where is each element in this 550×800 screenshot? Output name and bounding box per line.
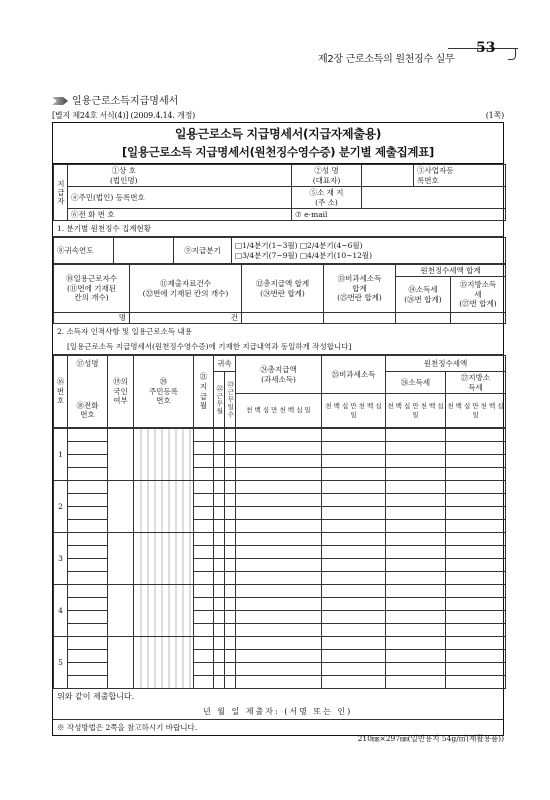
- cell-work-days[interactable]: [225, 598, 236, 611]
- cell-income-tax[interactable]: [386, 455, 446, 468]
- cell-work-month[interactable]: [214, 624, 225, 637]
- digits-nontax: 천 백 십 만 천 백 십 일: [322, 394, 386, 428]
- field-nontax[interactable]: [324, 313, 396, 324]
- cell-pay-month[interactable]: [194, 676, 214, 689]
- cell-income-tax[interactable]: [386, 429, 446, 442]
- instruction-note: ※ 작성방법은 2쪽을 참고하시기 바랍니다.: [53, 719, 503, 735]
- cell-pay-month[interactable]: [194, 611, 214, 624]
- col-income-tax: ㉖소득세: [386, 372, 446, 394]
- cell-nontax[interactable]: [322, 650, 386, 663]
- cell-pay-month[interactable]: [194, 494, 214, 507]
- cell-local-tax[interactable]: [446, 598, 506, 611]
- cell-income-tax[interactable]: [386, 598, 446, 611]
- cell-income-tax[interactable]: [386, 442, 446, 455]
- cell-nontax[interactable]: [322, 468, 386, 481]
- table-row: [54, 533, 506, 546]
- cell-work-month[interactable]: [214, 585, 225, 598]
- cell-pay-month[interactable]: [194, 520, 214, 533]
- field-company[interactable]: [180, 165, 292, 187]
- field-address[interactable]: [362, 187, 506, 209]
- cell-local-tax[interactable]: [446, 637, 506, 650]
- cell-resident-no[interactable]: [134, 481, 194, 533]
- cell-name[interactable]: [68, 468, 108, 481]
- cell-resident-no[interactable]: [134, 533, 194, 585]
- cell-name[interactable]: [68, 429, 108, 442]
- cell-income-tax[interactable]: [386, 481, 446, 494]
- table-row: [54, 481, 506, 494]
- cell-total-pay[interactable]: [236, 429, 322, 442]
- cell-work-month[interactable]: [214, 533, 225, 546]
- cell-nontax[interactable]: [322, 520, 386, 533]
- cell-name[interactable]: [68, 494, 108, 507]
- cell-local-tax[interactable]: [446, 572, 506, 585]
- col-local-tax: ㉗지방소 득세: [446, 372, 506, 394]
- field-regno[interactable]: [180, 187, 292, 209]
- cell-nontax[interactable]: [322, 494, 386, 507]
- cell-work-month[interactable]: [214, 637, 225, 650]
- form-subtitle: [일용근로소득 지급명세서(원천징수영수증) 분기별 제출집계표]: [53, 142, 503, 164]
- cell-pay-month[interactable]: [194, 468, 214, 481]
- cell-work-month[interactable]: [214, 494, 225, 507]
- col-number: ⑯ 번 호: [54, 356, 68, 428]
- cell-work-days[interactable]: [225, 637, 236, 650]
- table-row: [54, 429, 506, 442]
- cell-work-days[interactable]: [225, 455, 236, 468]
- cell-name[interactable]: [68, 663, 108, 676]
- submit-statement: 위와 같이 제출합니다.: [57, 692, 135, 701]
- cell-work-month[interactable]: [214, 455, 225, 468]
- cell-work-days[interactable]: [225, 559, 236, 572]
- cell-name[interactable]: [68, 637, 108, 650]
- label-local-tax: ⑮지방소득 세 (㉗번 합계): [451, 277, 506, 313]
- quarter-3-checkbox[interactable]: □3/4분기(7~9월): [235, 250, 298, 260]
- cell-nontax[interactable]: [322, 572, 386, 585]
- col-total-pay: ㉔총지급액 (과세소득): [236, 356, 322, 394]
- cell-total-pay[interactable]: [236, 442, 322, 455]
- cell-pay-month[interactable]: [194, 598, 214, 611]
- cell-work-days[interactable]: [225, 611, 236, 624]
- cell-work-days[interactable]: [225, 676, 236, 689]
- cell-name[interactable]: [68, 585, 108, 598]
- cell-nontax[interactable]: [322, 559, 386, 572]
- page-number: 53: [476, 40, 496, 56]
- label-year: ⑧귀속연도: [54, 238, 114, 264]
- cell-resident-no[interactable]: [134, 429, 194, 481]
- label-workers: ⑩일용근로자수 (⑪번에 기재된 칸의 개수): [54, 265, 130, 313]
- cell-pay-month[interactable]: [194, 507, 214, 520]
- summary-table: [53, 264, 506, 324]
- cell-local-tax[interactable]: [446, 650, 506, 663]
- form-number: [별지 제24호 서식(4)] (2009.4.14. 개정): [52, 111, 196, 120]
- cell-income-tax[interactable]: [386, 624, 446, 637]
- cell-income-tax[interactable]: [386, 520, 446, 533]
- detail-rows: [53, 428, 506, 689]
- cell-name[interactable]: [68, 676, 108, 689]
- col-foreigner: ⑲의 국인 여부: [108, 356, 134, 428]
- cell-work-month[interactable]: [214, 676, 225, 689]
- cell-nontax[interactable]: [322, 429, 386, 442]
- cell-total-pay[interactable]: [236, 520, 322, 533]
- cell-total-pay[interactable]: [236, 572, 322, 585]
- cell-nontax[interactable]: [322, 676, 386, 689]
- cell-foreigner[interactable]: [108, 533, 134, 585]
- quarter-1-checkbox[interactable]: □1/4분기(1~3월): [235, 240, 298, 250]
- cell-work-month[interactable]: [214, 520, 225, 533]
- chapter-title: 제2장 근로소득의 원천징수 실무: [318, 54, 455, 65]
- cell-income-tax[interactable]: [386, 650, 446, 663]
- digits-income-tax: 천 백 십 만 천 백 십 일: [386, 394, 446, 428]
- cell-name[interactable]: [68, 442, 108, 455]
- col-name: ⑰성명: [68, 356, 108, 372]
- cell-income-tax[interactable]: [386, 546, 446, 559]
- date-signature-line: 년 월 일 제출자: (서명 또는 인): [203, 707, 353, 716]
- row-number: 5: [54, 637, 68, 689]
- cell-work-month[interactable]: [214, 468, 225, 481]
- label-withholding-total: 원천징수세액 합계: [396, 265, 506, 277]
- cell-nontax[interactable]: [322, 442, 386, 455]
- cell-work-month[interactable]: [214, 546, 225, 559]
- cell-nontax[interactable]: [322, 546, 386, 559]
- cell-total-pay[interactable]: [236, 585, 322, 598]
- quarter-4-checkbox[interactable]: □4/4분기(10~12월): [299, 250, 373, 260]
- cell-resident-no[interactable]: [134, 585, 194, 637]
- col-withholding: 원천징수세액: [386, 356, 506, 372]
- cell-work-days[interactable]: [225, 481, 236, 494]
- cell-work-days[interactable]: [225, 520, 236, 533]
- cell-name[interactable]: [68, 533, 108, 546]
- digits-local-tax: 천 백 십 만 천 백 십 일: [446, 394, 506, 428]
- cell-work-month[interactable]: [214, 572, 225, 585]
- cell-name[interactable]: [68, 598, 108, 611]
- cell-income-tax[interactable]: [386, 663, 446, 676]
- cell-pay-month[interactable]: [194, 455, 214, 468]
- cell-local-tax[interactable]: [446, 494, 506, 507]
- cell-income-tax[interactable]: [386, 559, 446, 572]
- header-curl: [508, 48, 516, 60]
- paper-spec: 210㎜×297㎜(일반용지 54g/㎡(재활용품)): [357, 734, 504, 743]
- label-email: ⑦ e-mail: [292, 209, 506, 221]
- cell-work-month[interactable]: [214, 663, 225, 676]
- cell-local-tax[interactable]: [446, 559, 506, 572]
- field-income-tax[interactable]: [396, 313, 451, 324]
- cell-work-days[interactable]: [225, 468, 236, 481]
- cell-nontax[interactable]: [322, 533, 386, 546]
- quarter-table: [53, 237, 506, 264]
- cell-income-tax[interactable]: [386, 676, 446, 689]
- cell-pay-month[interactable]: [194, 650, 214, 663]
- cell-total-pay[interactable]: [236, 611, 322, 624]
- label-quarter: ⑨지급분기: [174, 238, 232, 264]
- cell-total-pay[interactable]: [236, 559, 322, 572]
- label-nontax: ⑬비과세소득 합계 (㉕번란 합계): [324, 265, 396, 313]
- label-phone: ⑥전 화 번 호: [68, 209, 180, 221]
- cell-work-days[interactable]: [225, 494, 236, 507]
- cell-name[interactable]: [68, 650, 108, 663]
- cell-foreigner[interactable]: [108, 481, 134, 533]
- cell-income-tax[interactable]: [386, 533, 446, 546]
- cell-total-pay[interactable]: [236, 663, 322, 676]
- arrow-bullet-icon: [52, 97, 68, 105]
- cell-work-days[interactable]: [225, 429, 236, 442]
- col-work-days: ㉓근무일수: [225, 372, 236, 428]
- cell-local-tax[interactable]: [446, 481, 506, 494]
- col-name-space: [68, 372, 108, 394]
- cell-name[interactable]: [68, 520, 108, 533]
- cell-nontax[interactable]: [322, 663, 386, 676]
- cell-total-pay[interactable]: [236, 481, 322, 494]
- cell-name[interactable]: [68, 572, 108, 585]
- cell-work-month[interactable]: [214, 650, 225, 663]
- cell-nontax[interactable]: [322, 481, 386, 494]
- row-number: 3: [54, 533, 68, 585]
- cell-work-month[interactable]: [214, 611, 225, 624]
- field-total-pay[interactable]: [242, 313, 324, 324]
- cell-foreigner[interactable]: [108, 637, 134, 689]
- detail-table: [53, 355, 506, 428]
- col-phone: ⑱전화 번호: [68, 394, 108, 428]
- col-nontax: ㉕비과세소득: [322, 356, 386, 394]
- cell-income-tax[interactable]: [386, 494, 446, 507]
- cell-work-days[interactable]: [225, 546, 236, 559]
- label-records: ⑪제출자료건수 (㉒번에 기재된 칸의 개수): [130, 265, 242, 313]
- cell-local-tax[interactable]: [446, 507, 506, 520]
- cell-total-pay[interactable]: [236, 637, 322, 650]
- cell-local-tax[interactable]: [446, 520, 506, 533]
- cell-nontax[interactable]: [322, 507, 386, 520]
- cell-total-pay[interactable]: [236, 650, 322, 663]
- cell-pay-month[interactable]: [194, 429, 214, 442]
- field-phone[interactable]: [180, 209, 292, 221]
- cell-nontax[interactable]: [322, 611, 386, 624]
- unit-count: 건: [130, 313, 242, 324]
- quarter-2-checkbox[interactable]: □2/4분기(4~6월): [299, 240, 363, 250]
- col-resident-no: ⑳ 주민등록 번호: [134, 356, 194, 428]
- col-pay-month: ㉑ 지 급 월: [194, 356, 214, 428]
- cell-pay-month[interactable]: [194, 663, 214, 676]
- section-1-heading: 1. 분기별 원천징수 집계현황: [53, 221, 503, 237]
- cell-pay-month[interactable]: [194, 637, 214, 650]
- cell-pay-month[interactable]: [194, 585, 214, 598]
- section-2-note: [일용근로소득 지급명세서(원천징수영수증)에 기재한 지급내역과 동일하게 작성합니다]: [53, 339, 503, 355]
- cell-total-pay[interactable]: [236, 507, 322, 520]
- row-number: 2: [54, 481, 68, 533]
- cell-work-days[interactable]: [225, 663, 236, 676]
- cell-name[interactable]: [68, 624, 108, 637]
- digits-total-pay: 천 백 십 만 천 백 십 일: [236, 394, 322, 428]
- cell-work-month[interactable]: [214, 507, 225, 520]
- cell-local-tax[interactable]: [446, 663, 506, 676]
- cell-name[interactable]: [68, 546, 108, 559]
- cell-pay-month[interactable]: [194, 442, 214, 455]
- col-attribution: 귀속: [214, 356, 236, 372]
- cell-total-pay[interactable]: [236, 455, 322, 468]
- cell-income-tax[interactable]: [386, 585, 446, 598]
- cell-pay-month[interactable]: [194, 559, 214, 572]
- cell-pay-month[interactable]: [194, 572, 214, 585]
- section-2-heading: 2. 소득자 인적사항 및 일용근로소득 내용: [57, 327, 192, 336]
- cell-local-tax[interactable]: [446, 585, 506, 598]
- sheet-number: (1쪽): [485, 111, 504, 120]
- field-local-tax[interactable]: [451, 313, 506, 324]
- cell-income-tax[interactable]: [386, 507, 446, 520]
- cell-work-days[interactable]: [225, 650, 236, 663]
- cell-work-days[interactable]: [225, 442, 236, 455]
- cell-income-tax[interactable]: [386, 572, 446, 585]
- cell-work-month[interactable]: [214, 481, 225, 494]
- cell-foreigner[interactable]: [108, 429, 134, 481]
- table-row: [54, 637, 506, 650]
- cell-work-month[interactable]: [214, 598, 225, 611]
- cell-income-tax[interactable]: [386, 611, 446, 624]
- cell-work-days[interactable]: [225, 533, 236, 546]
- label-address: ⑤소 재 지 (주 소): [292, 187, 362, 209]
- section-heading: [52, 92, 178, 107]
- cell-local-tax[interactable]: [446, 429, 506, 442]
- cell-nontax[interactable]: [322, 455, 386, 468]
- label-total-pay: ⑫총지급액 합계 (㉔번란 합계): [242, 265, 324, 313]
- cell-name[interactable]: [68, 559, 108, 572]
- cell-pay-month[interactable]: [194, 533, 214, 546]
- page-header: [318, 40, 518, 64]
- cell-local-tax[interactable]: [446, 624, 506, 637]
- cell-total-pay[interactable]: [236, 468, 322, 481]
- col-work-month: ㉒근무월: [214, 372, 225, 428]
- cell-name[interactable]: [68, 507, 108, 520]
- label-income-tax: ⑭소득세 (㉖번 합계): [396, 277, 451, 313]
- cell-nontax[interactable]: [322, 598, 386, 611]
- row-number: 4: [54, 585, 68, 637]
- cell-work-days[interactable]: [225, 585, 236, 598]
- cell-work-days[interactable]: [225, 624, 236, 637]
- cell-nontax[interactable]: [322, 585, 386, 598]
- payer-label: 지급자: [54, 165, 68, 221]
- cell-nontax[interactable]: [322, 637, 386, 650]
- cell-total-pay[interactable]: [236, 676, 322, 689]
- quarter-options: [232, 238, 506, 264]
- cell-local-tax[interactable]: [446, 468, 506, 481]
- cell-work-month[interactable]: [214, 559, 225, 572]
- cell-local-tax[interactable]: [446, 611, 506, 624]
- cell-local-tax[interactable]: [446, 442, 506, 455]
- cell-name[interactable]: [68, 611, 108, 624]
- unit-people: 명: [54, 313, 130, 324]
- cell-local-tax[interactable]: [446, 455, 506, 468]
- cell-income-tax[interactable]: [386, 637, 446, 650]
- cell-total-pay[interactable]: [236, 624, 322, 637]
- form-title: 일용근로소득 지급명세서(지급자제출용): [174, 127, 382, 141]
- label-regno: ④주민(법인) 등록번호: [68, 187, 180, 209]
- cell-work-month[interactable]: [214, 442, 225, 455]
- cell-pay-month[interactable]: [194, 481, 214, 494]
- cell-work-days[interactable]: [225, 507, 236, 520]
- cell-foreigner[interactable]: [108, 585, 134, 637]
- cell-nontax[interactable]: [322, 624, 386, 637]
- field-name[interactable]: [362, 165, 414, 187]
- cell-work-days[interactable]: [225, 572, 236, 585]
- label-bizno: ③사업자등 록번호: [414, 165, 506, 187]
- cell-local-tax[interactable]: [446, 533, 506, 546]
- cell-name[interactable]: [68, 455, 108, 468]
- cell-local-tax[interactable]: [446, 676, 506, 689]
- field-year[interactable]: [114, 238, 174, 264]
- row-number: 1: [54, 429, 68, 481]
- form-container: [52, 122, 504, 736]
- table-row: [54, 585, 506, 598]
- cell-total-pay[interactable]: [236, 546, 322, 559]
- cell-name[interactable]: [68, 481, 108, 494]
- cell-work-month[interactable]: [214, 429, 225, 442]
- cell-income-tax[interactable]: [386, 468, 446, 481]
- label-company: ①상 호 (법인명): [68, 165, 180, 187]
- payer-table: [53, 164, 506, 221]
- cell-total-pay[interactable]: [236, 533, 322, 546]
- legal-reference: [52, 110, 504, 121]
- cell-total-pay[interactable]: [236, 598, 322, 611]
- cell-local-tax[interactable]: [446, 546, 506, 559]
- section-title: 일용근로소득지급명세서: [72, 96, 179, 107]
- label-name: ②성 명 (대표자): [292, 165, 362, 187]
- cell-pay-month[interactable]: [194, 624, 214, 637]
- cell-total-pay[interactable]: [236, 494, 322, 507]
- cell-pay-month[interactable]: [194, 546, 214, 559]
- cell-resident-no[interactable]: [134, 637, 194, 689]
